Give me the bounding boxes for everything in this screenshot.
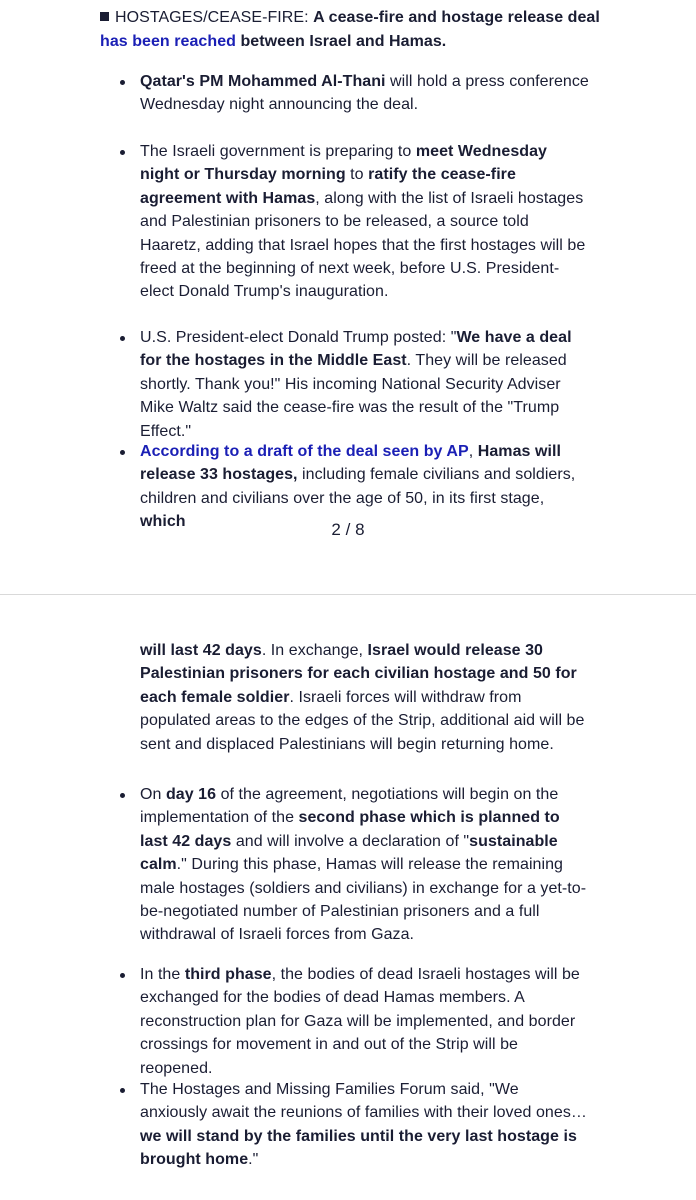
item-text: The Hostages and Missing Families Forum said, "We anxiously await the reunions of families with their loved ones… (140, 1081, 587, 1122)
cont-bold: Israel would release 30 Palestinian prisoners for each civilian hostage and 50 for each female soldier (140, 642, 577, 706)
item-text: The Israeli government is preparing to (140, 143, 416, 160)
page-2-bottom (0, 595, 696, 1200)
item-text: including female civilians and soldiers, children and civilians over the age of 50, in its first stage, (140, 466, 576, 507)
bullet-dot-icon (120, 793, 125, 798)
bullet-dot-icon (120, 336, 125, 341)
header-bold-b: between Israel and Hamas. (235, 33, 447, 50)
item-text: On (140, 786, 166, 803)
bullet-list (140, 963, 590, 1080)
item-text: . They will be released shortly. Thank you!" His incoming National Security Adviser Mike Waltz said the cease-fire was the result of the "Trump Effect." (140, 352, 567, 440)
item-text: , the bodies of dead Israeli hostages will be exchanged for the bodies of dead Hamas members. A reconstruction plan for Gaza will be implemented, and border crossings for movement in and out of the Strip will be reopened. (140, 966, 580, 1077)
item-text: of the agreement, negotiations will begin on the implementation of the (140, 786, 559, 827)
bullet-list (140, 783, 590, 947)
list-item (140, 326, 590, 443)
item-bold: sustainable calm (140, 832, 558, 874)
item-bold: second phase which is planned to last 42 days (140, 809, 560, 850)
item-text: , (468, 443, 478, 460)
bullet-dot-icon (120, 1088, 125, 1093)
bullet-dot-icon (120, 450, 125, 455)
list-item (140, 1078, 590, 1172)
item-bold: third phase (184, 966, 272, 983)
item-text: , along with the list of Israeli hostages and Palestinian prisoners to be released, a source told Haaretz, adding that Israel hopes that the first hostages will be freed at the beginning of next week, before U.S. President-elect Donald Trump's inauguration. (140, 189, 586, 301)
item-bold: We have a deal for the hostages in the Middle East (140, 329, 572, 370)
item-text: to (345, 166, 369, 184)
item-bold: day 16 (165, 786, 217, 803)
bullet-dot-icon (120, 150, 125, 155)
section-header (100, 6, 600, 54)
page-2-top (0, 0, 696, 595)
item-text: and will involve a declaration of " (231, 832, 470, 850)
item-text: In the (140, 966, 185, 983)
bullet-list (140, 1078, 590, 1172)
item-bold: meet Wednesday night or Thursday morning (140, 143, 547, 184)
page-counter: 2 / 8 (331, 520, 365, 539)
list-item (140, 963, 590, 1080)
cont-text: . In exchange, (261, 642, 368, 659)
item-bold: Hamas will release 33 hostages, (140, 443, 561, 484)
header-link[interactable]: has been reached (100, 33, 236, 50)
bullet-list (140, 140, 590, 304)
bullet-dot-icon (120, 80, 125, 85)
item-text: will hold a press conference Wednesday night announcing the deal. (140, 73, 589, 114)
item-link[interactable]: According to a draft of the deal seen by AP (140, 443, 469, 460)
item-text: U.S. President-elect Donald Trump posted: " (140, 329, 457, 346)
item-bold: ratify the cease-fire agreement with Hamas (140, 166, 516, 207)
cont-text: . Israeli forces will withdraw from populated areas to the edges of the Strip, additional aid will be sent and displaced Palestinians will begin returning home. (140, 688, 585, 753)
continued-paragraph (140, 639, 590, 756)
item-bold: Qatar's PM Mohammed Al-Thani (140, 73, 386, 90)
item-text: ." During this phase, Hamas will release the remaining male hostages (soldiers and civilians) in exchange for a yet-to-be-negotiated number of Palestinian prisoners and a full withdrawal of Israeli forces from Gaza. (140, 856, 587, 944)
list-item (140, 783, 590, 947)
bullet-list (140, 326, 590, 443)
item-bold: we will stand by the families until the very last hostage is brought home (140, 1127, 577, 1169)
cont-bold: will last 42 days (140, 642, 262, 659)
square-bullet-icon (100, 12, 109, 21)
bullet-dot-icon (120, 973, 125, 978)
item-text: ." (248, 1151, 259, 1169)
item-bold: which (140, 513, 186, 531)
header-prefix: HOSTAGES/CEASE-FIRE: (115, 9, 314, 26)
list-item (140, 70, 590, 117)
header-bold-a: A cease-fire and hostage release deal (313, 9, 600, 26)
bullet-list (140, 70, 590, 117)
list-item (140, 140, 590, 304)
